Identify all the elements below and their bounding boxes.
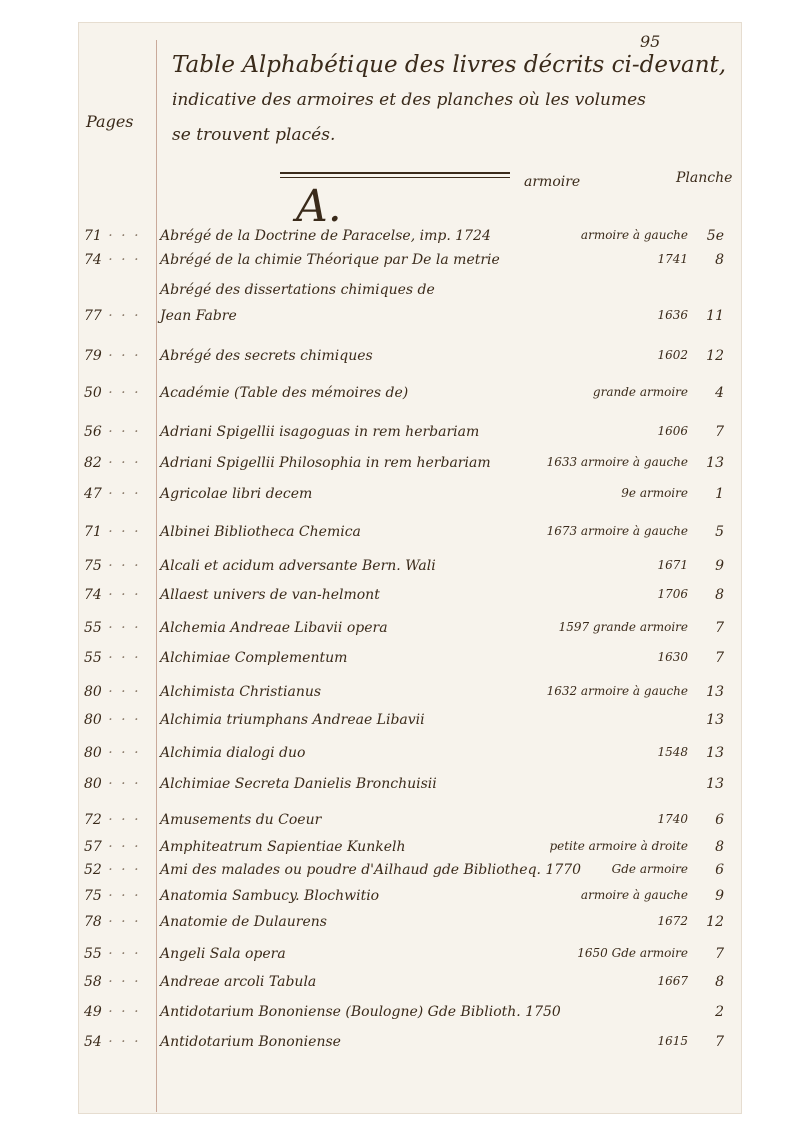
entry-armoire-info: petite armoire à droite [549, 839, 688, 853]
entry-page: 54 · · · [84, 1034, 141, 1050]
entry-page: 56 · · · [84, 424, 141, 440]
entry-planche: 8 [715, 587, 724, 603]
entry-page: 75 · · · [84, 888, 141, 904]
entry-page: 80 · · · [84, 712, 141, 728]
entry-title: Alchimiae Secreta Danielis Bronchuisii [160, 776, 437, 792]
entry-armoire-info: 1650 Gde armoire [577, 946, 688, 960]
entry-title: Alcali et acidum adversante Bern. Wali [160, 558, 436, 574]
entry-armoire-info: 1615 [657, 1034, 688, 1048]
entry-page: 50 · · · [84, 385, 141, 401]
leader-dots: · · · [101, 1034, 141, 1050]
entry-armoire-info: 1672 [657, 914, 688, 928]
title-underline [280, 172, 510, 174]
entry-planche: 7 [715, 424, 724, 440]
entry-planche: 8 [715, 839, 724, 855]
entry-page: 71 · · · [84, 228, 141, 244]
leader-dots: · · · [101, 385, 141, 401]
entry-planche: 9 [715, 888, 724, 904]
entry-planche: 7 [715, 946, 724, 962]
column-header-planche: Planche [676, 170, 733, 186]
entry-title: Abrégé de la Doctrine de Paracelse, imp. 1724 [160, 228, 491, 244]
entry-title: Andreae arcoli Tabula [160, 974, 317, 990]
leader-dots: · · · [101, 862, 141, 878]
leader-dots: · · · [101, 308, 141, 324]
entry-page: 79 · · · [84, 348, 141, 364]
entry-page: 80 · · · [84, 776, 141, 792]
entry-page: 74 · · · [84, 252, 141, 268]
entry-armoire-info: armoire à gauche [580, 228, 688, 242]
section-letter: A. [296, 181, 342, 232]
entry-page: 71 · · · [84, 524, 141, 540]
entry-title: Anatomia Sambucy. Blochwitio [160, 888, 380, 904]
entry-planche: 7 [715, 650, 724, 666]
margin-rule [156, 40, 157, 1112]
entry-planche: 13 [706, 712, 724, 728]
entry-title: Académie (Table des mémoires de) [160, 385, 409, 401]
entry-title: Agricolae libri decem [160, 486, 313, 502]
entry-armoire-info: 1741 [657, 252, 688, 266]
entry-title: Allaest univers de van-helmont [160, 587, 380, 603]
entry-page: 49 · · · [84, 1004, 141, 1020]
leader-dots: · · · [101, 348, 141, 364]
entry-armoire-info: Gde armoire [611, 862, 688, 876]
leader-dots: · · · [101, 812, 141, 828]
entry-page: 82 · · · [84, 455, 141, 471]
title-line-3: se trouvent placés. [172, 125, 336, 145]
page-title [172, 48, 732, 153]
entry-title: Alchemia Andreae Libavii opera [160, 620, 388, 636]
entry-armoire-info: 1606 [657, 424, 688, 438]
entry-planche: 13 [706, 455, 724, 471]
entry-title: Alchimia dialogi duo [160, 745, 306, 761]
leader-dots: · · · [101, 587, 141, 603]
leader-dots: · · · [101, 914, 141, 930]
leader-dots: · · · [101, 558, 141, 574]
entry-armoire-info: 1636 [657, 308, 688, 322]
entry-title: Adriani Spigellii Philosophia in rem herbariam [160, 455, 491, 471]
entry-planche: 9 [715, 558, 724, 574]
entry-planche: 8 [715, 974, 724, 990]
entry-armoire-info: 1632 armoire à gauche [546, 684, 688, 698]
entry-title: Abrégé des secrets chimiques [160, 348, 373, 364]
entry-armoire-info: 1548 [657, 745, 688, 759]
entry-title: Abrégé de la chimie Théorique par De la metrie [160, 252, 500, 268]
entry-planche: 13 [706, 684, 724, 700]
entry-page: 77 · · · [84, 308, 141, 324]
entry-armoire-info: 1602 [657, 348, 688, 362]
entry-page: 78 · · · [84, 914, 141, 930]
leader-dots: · · · [101, 684, 141, 700]
entry-page: 57 · · · [84, 839, 141, 855]
leader-dots: · · · [101, 650, 141, 666]
entry-planche: 5 [715, 524, 724, 540]
entry-page: 47 · · · [84, 486, 141, 502]
entry-title: Abrégé des dissertations chimiques de [160, 282, 435, 298]
entry-page: 58 · · · [84, 974, 141, 990]
margin-pages-label: Pages [86, 112, 134, 131]
column-header-armoire: armoire [524, 174, 581, 190]
leader-dots: · · · [101, 776, 141, 792]
entry-armoire-info: 1706 [657, 587, 688, 601]
entry-title: Antidotarium Bononiense (Boulogne) Gde Biblioth. 1750 [160, 1004, 561, 1020]
entry-planche: 7 [715, 1034, 724, 1050]
title-line-2: indicative des armoires et des planches où les volumes [172, 90, 646, 110]
entry-planche: 2 [715, 1004, 724, 1020]
leader-dots: · · · [101, 524, 141, 540]
entry-page: 52 · · · [84, 862, 141, 878]
leader-dots: · · · [101, 424, 141, 440]
entry-title: Anatomie de Dulaurens [160, 914, 327, 930]
leader-dots: · · · [101, 620, 141, 636]
entry-title: Albinei Bibliotheca Chemica [160, 524, 361, 540]
entry-armoire-info: 9e armoire [621, 486, 688, 500]
entry-armoire-info: grande armoire [592, 385, 688, 399]
entry-title: Adriani Spigellii isagoguas in rem herbariam [160, 424, 480, 440]
leader-dots: · · · [101, 228, 141, 244]
entry-page: 80 · · · [84, 684, 141, 700]
entry-planche: 5e [706, 228, 724, 244]
entry-planche: 6 [715, 862, 724, 878]
entry-title: Alchimista Christianus [160, 684, 322, 700]
entry-title: Amphiteatrum Sapientiae Kunkelh [160, 839, 406, 855]
entry-armoire-info: 1671 [657, 558, 688, 572]
entry-title: Alchimia triumphans Andreae Libavii [160, 712, 425, 728]
entry-planche: 12 [706, 348, 724, 364]
entry-page: 55 · · · [84, 620, 141, 636]
entry-title: Alchimiae Complementum [160, 650, 348, 666]
entry-armoire-info: 1673 armoire à gauche [546, 524, 688, 538]
entry-title: Jean Fabre [160, 308, 237, 324]
leader-dots: · · · [101, 888, 141, 904]
entry-planche: 12 [706, 914, 724, 930]
leader-dots: · · · [101, 252, 141, 268]
leader-dots: · · · [101, 745, 141, 761]
entry-armoire-info: armoire à gauche [580, 888, 688, 902]
entry-armoire-info: 1630 [657, 650, 688, 664]
entry-armoire-info: 1740 [657, 812, 688, 826]
entry-armoire-info: 1633 armoire à gauche [546, 455, 688, 469]
entry-page: 75 · · · [84, 558, 141, 574]
entry-page: 80 · · · [84, 745, 141, 761]
entry-page: 55 · · · [84, 946, 141, 962]
title-line-1: Table Alphabétique des livres décrits ci-devant, [172, 52, 727, 78]
leader-dots: · · · [101, 712, 141, 728]
entry-page: 74 · · · [84, 587, 141, 603]
leader-dots: · · · [101, 946, 141, 962]
entry-planche: 13 [706, 745, 724, 761]
entry-planche: 7 [715, 620, 724, 636]
entry-armoire-info: 1597 grande armoire [558, 620, 688, 634]
entry-planche: 4 [715, 385, 724, 401]
entry-title: Antidotarium Bononiense [160, 1034, 341, 1050]
leader-dots: · · · [101, 1004, 141, 1020]
entry-page: 72 · · · [84, 812, 141, 828]
entry-planche: 1 [715, 486, 724, 502]
entry-planche: 13 [706, 776, 724, 792]
page-number: 95 [640, 32, 661, 51]
title-underline-thin [280, 177, 510, 178]
entry-title: Ami des malades ou poudre d'Ailhaud gde Bibliotheq. 1770 [160, 862, 582, 878]
entry-title: Amusements du Coeur [160, 812, 322, 828]
entry-armoire-info: 1667 [657, 974, 688, 988]
leader-dots: · · · [101, 974, 141, 990]
leader-dots: · · · [101, 486, 141, 502]
leader-dots: · · · [101, 455, 141, 471]
entry-title: Angeli Sala opera [160, 946, 286, 962]
entry-planche: 8 [715, 252, 724, 268]
entry-planche: 11 [706, 308, 724, 324]
entry-page: 55 · · · [84, 650, 141, 666]
entry-planche: 6 [715, 812, 724, 828]
leader-dots: · · · [101, 839, 141, 855]
